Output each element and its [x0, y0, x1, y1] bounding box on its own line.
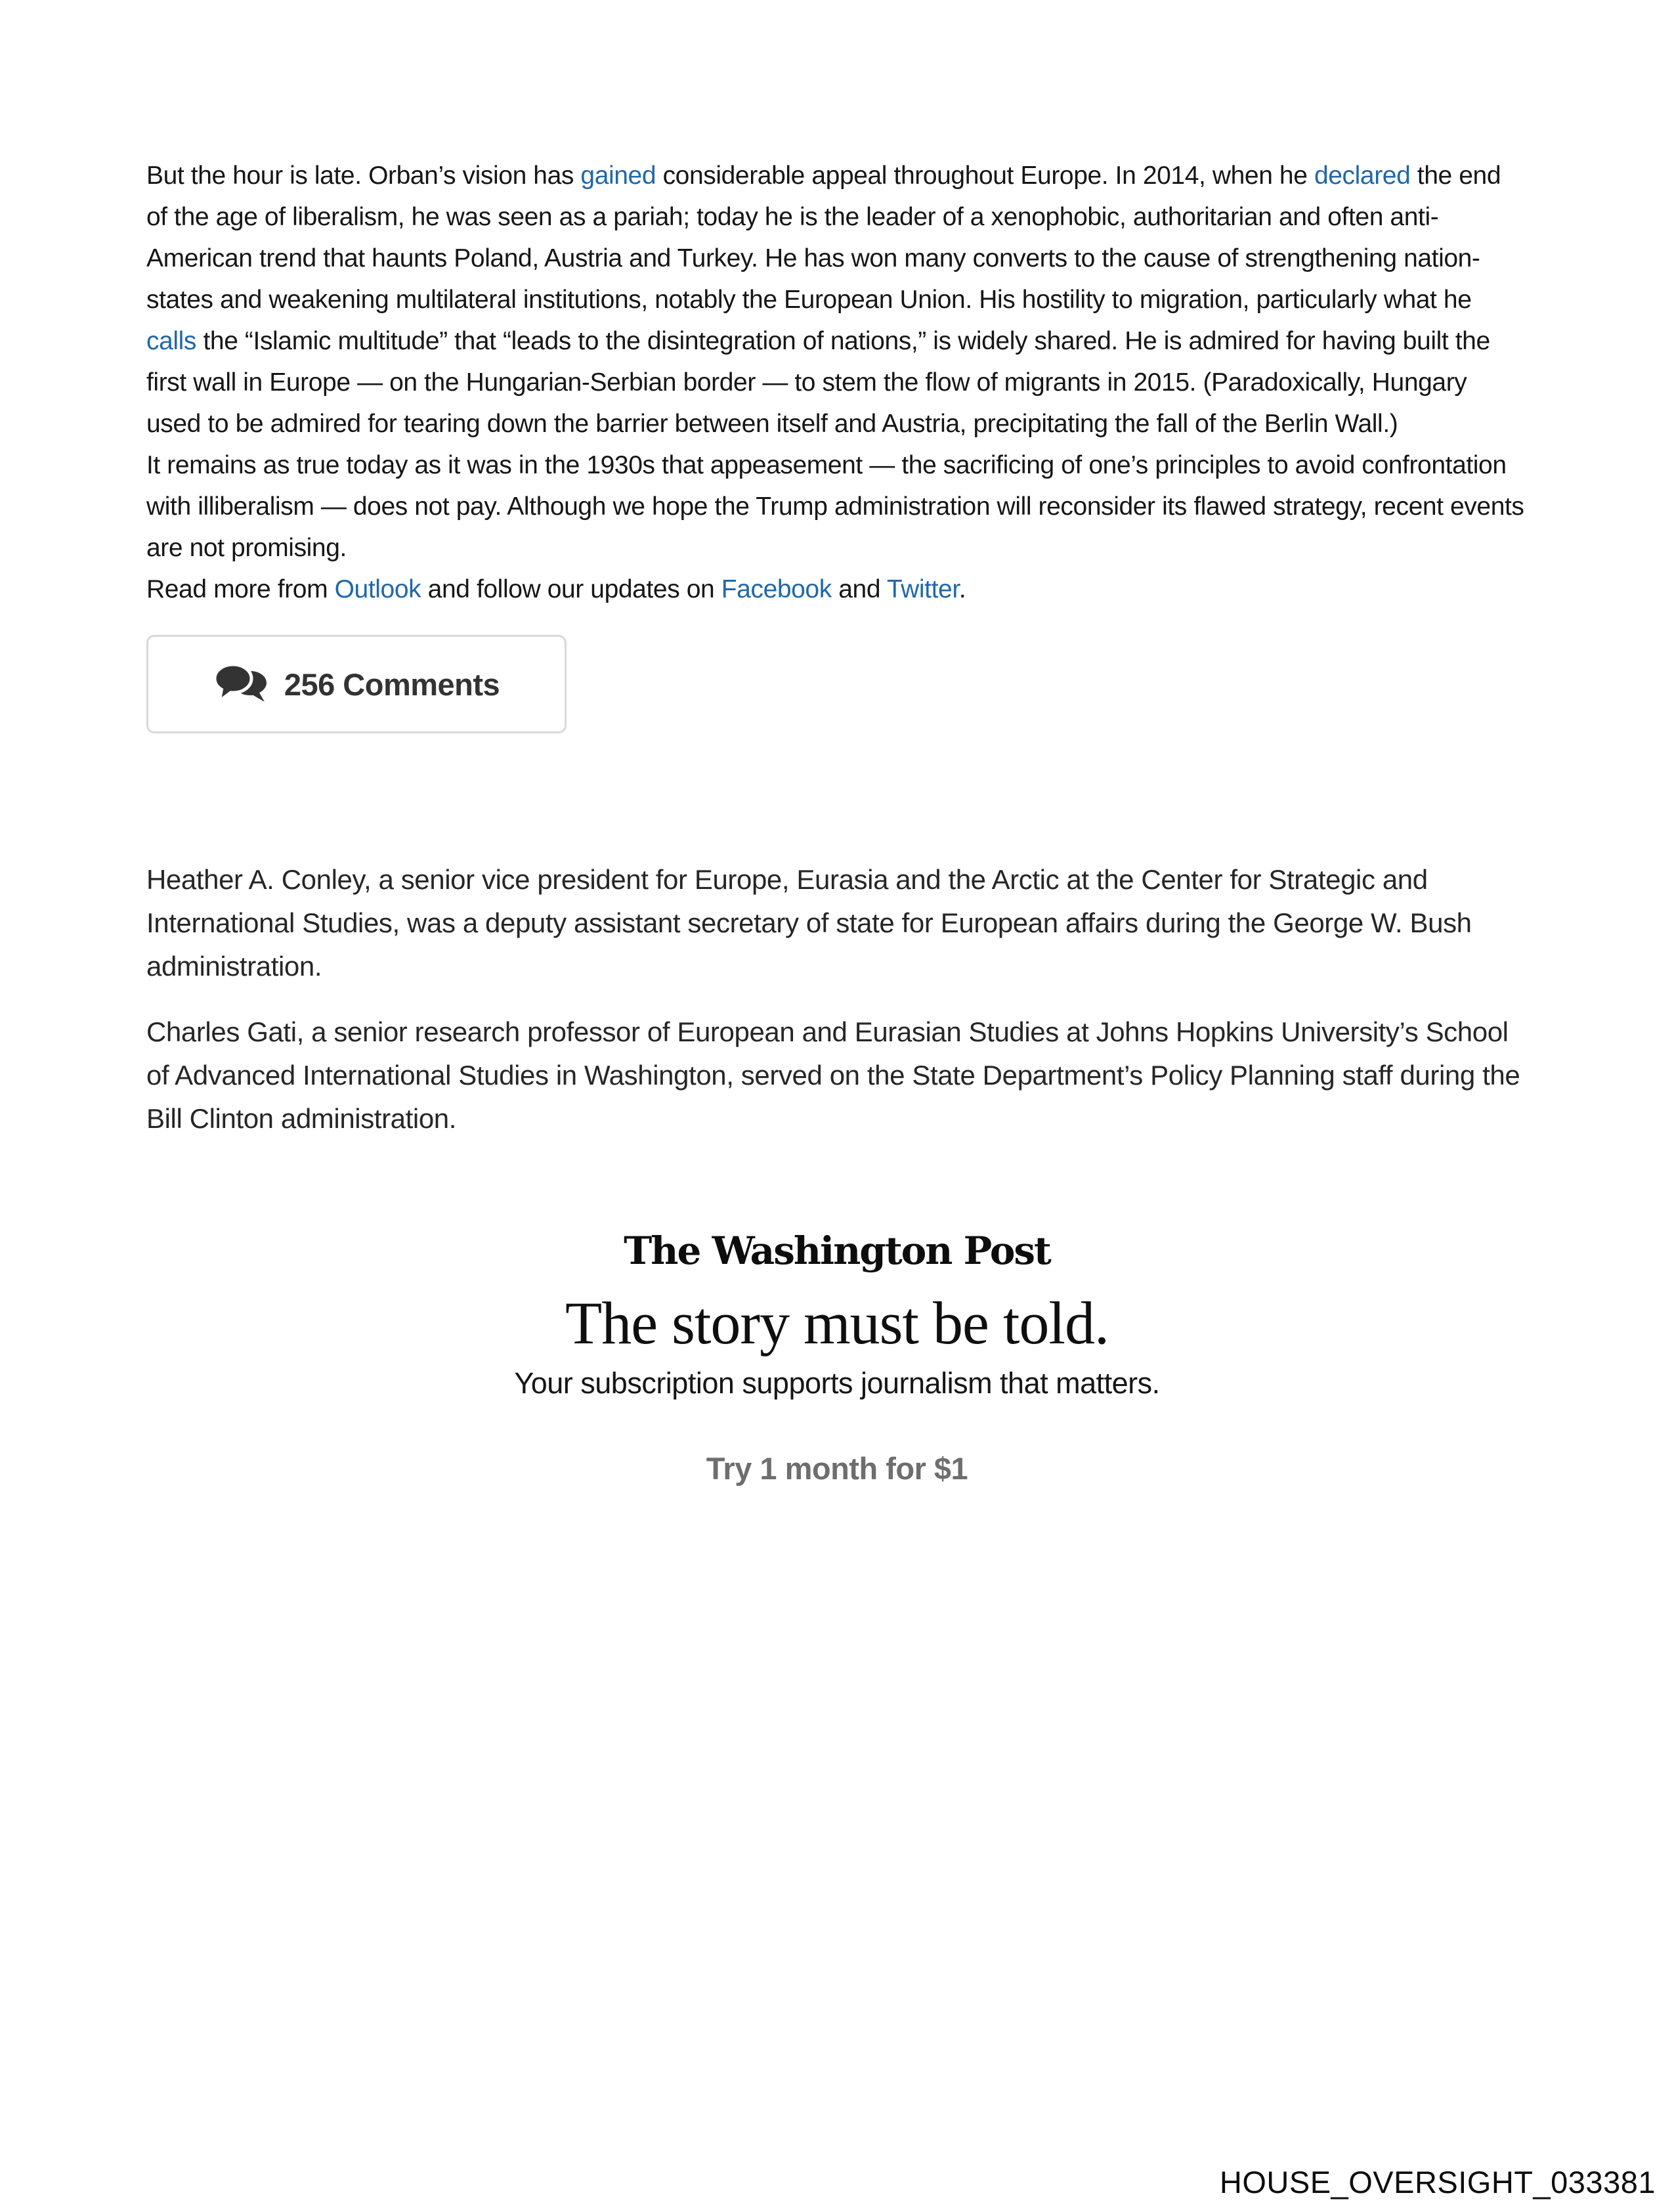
gained-link[interactable]: gained — [580, 162, 656, 190]
outlook-link[interactable]: Outlook — [334, 575, 421, 603]
read-more-line: Read more from Outlook and follow our updates on Facebook and Twitter. — [146, 575, 966, 603]
author-bio-conley: Heather A. Conley, a senior vice president for Europe, Eurasia and the Arctic at the Center for Strategic and International Studies, was a deputy assistant secretary of state for European affairs during the George W. Bush administration. — [146, 864, 1472, 982]
subscription-promo — [146, 1228, 1528, 1486]
comments-button[interactable] — [146, 635, 567, 733]
subscribe-cta-link[interactable]: Try 1 month for $1 — [706, 1451, 968, 1486]
promo-subheadline: Your subscription supports journalism that matters. — [514, 1366, 1160, 1400]
speech-bubbles-icon — [213, 663, 268, 705]
twitter-link[interactable]: Twitter — [886, 575, 959, 603]
promo-headline: The story must be told. — [565, 1290, 1109, 1356]
facebook-link[interactable]: Facebook — [721, 575, 832, 603]
washington-post-logo: The Washington Post — [624, 1228, 1050, 1273]
author-bio-gati: Charles Gati, a senior research professor of European and Eurasian Studies at Johns Hopkins University’s School of Advanced International Studies in Washington, served on the State Department’s Policy Planning staff during the Bill Clinton administration. — [146, 1016, 1520, 1134]
comments-count-label: 256 Comments — [284, 666, 500, 702]
article-content — [146, 155, 1528, 1486]
declared-link[interactable]: declared — [1314, 162, 1411, 190]
article-paragraph-1: But the hour is late. Orban’s vision has gained considerable appeal throughout Europe. In 2014, when he declared the end of the age of liberalism, he was seen as a pariah; today he is the leader of a xenophobic, authoritarian and often anti-American trend that haunts Poland, Austria and Turkey. He has won many converts to the cause of strengthening nation-states and weakening multilateral institutions, notably the European Union. His hostility to migration, particularly what he calls the “Islamic multitude” that “leads to the disintegration of nations,” is widely shared. He is admired for having built the first wall in Europe — on the Hungarian-Serbian border — to stem the flow of migrants in 2015. (Paradoxically, Hungary used to be admired for tearing down the barrier between itself and Austria, precipitating the fall of the Berlin Wall.) — [146, 162, 1501, 438]
calls-link[interactable]: calls — [146, 327, 197, 355]
article-paragraph-2: It remains as true today as it was in the 1930s that appeasement — the sacrificing of one’s principles to avoid confrontation with illiberalism — does not pay. Although we hope the Trump administration will reconsider its flawed strategy, recent events are not promising. — [146, 451, 1524, 562]
bates-stamp: HOUSE_OVERSIGHT_033381 — [1219, 2165, 1656, 2200]
